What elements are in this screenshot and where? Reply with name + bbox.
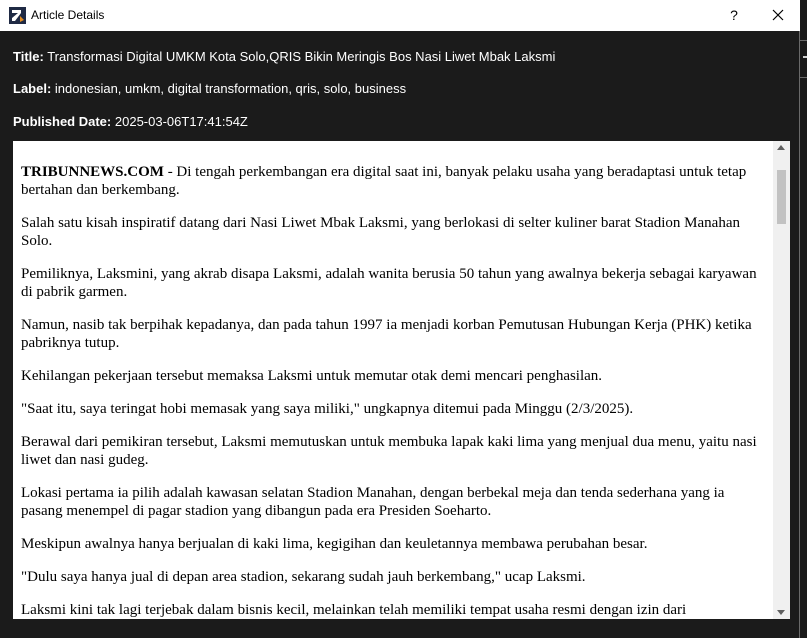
date-label: Published Date: bbox=[13, 114, 112, 129]
article-source: TRIBUNNEWS.COM bbox=[21, 164, 164, 180]
article-title-row bbox=[13, 49, 555, 64]
article-paragraph: "Dulu saya hanya jual di depan area stadion, sekarang sudah jauh berkembang," ucap Laksmi. bbox=[21, 569, 586, 585]
article-paragraph: "Saat itu, saya teringat hobi memasak yang saya miliki," ungkapnya ditemui pada Minggu (2/3/2025). bbox=[21, 401, 634, 417]
article-body bbox=[21, 163, 765, 619]
background-dash bbox=[803, 56, 807, 58]
article-paragraph: Lokasi pertama ia pilih adalah kawasan selatan Stadion Manahan, dengan berbekal meja dan tenda sederhana yang ia pasang menempel di pagar stadion yang dibangun pada era Presiden Soeharto. bbox=[21, 485, 725, 519]
published-date-row bbox=[13, 114, 248, 129]
article-paragraph: Laksmi kini tak lagi terjebak dalam bisnis kecil, melainkan telah memiliki tempat usaha resmi dengan izin dari bbox=[21, 602, 687, 618]
article-paragraph: Berawal dari pemikiran tersebut, Laksmi memutuskan untuk membuka lapak kaki lima yang menjual dua menu, yaitu nasi liwet dan nasi gudeg. bbox=[21, 434, 757, 468]
date-value: 2025-03-06T17:41:54Z bbox=[114, 114, 248, 129]
article-content-area[interactable] bbox=[13, 141, 790, 619]
article-paragraph: Namun, nasib tak berpihak kepadanya, dan pada tahun 1997 ia menjadi korban Pemutusan Hubungan Kerja (PHK) ketika pabriknya tutup. bbox=[21, 317, 752, 351]
close-icon bbox=[772, 9, 784, 21]
label-label: Label: bbox=[13, 81, 52, 96]
title-label: Title: bbox=[13, 49, 44, 64]
app-icon bbox=[9, 7, 26, 24]
title-value: Transformasi Digital UMKM Kota Solo,QRIS Bikin Meringis Bos Nasi Liwet Mbak Laksmi bbox=[47, 49, 556, 64]
article-paragraph: Kehilangan pekerjaan tersebut memaksa Laksmi untuk memutar otak demi mencari penghasilan. bbox=[21, 368, 603, 384]
vertical-scrollbar[interactable] bbox=[773, 141, 790, 619]
label-value: indonesian, umkm, digital transformation, qris, solo, business bbox=[54, 81, 407, 96]
background-window-edge bbox=[800, 40, 807, 78]
close-button[interactable] bbox=[756, 0, 800, 31]
article-label-row bbox=[13, 81, 406, 96]
article-paragraph: Pemiliknya, Laksmini, yang akrab disapa Laksmi, adalah wanita berusia 50 tahun yang awalnya bekerja sebagai karyawan di pabrik garmen. bbox=[21, 266, 757, 300]
scroll-up-arrow-icon[interactable] bbox=[777, 145, 785, 150]
window-title: Article Details bbox=[31, 8, 105, 22]
scrollbar-thumb[interactable] bbox=[777, 170, 786, 224]
title-bar[interactable] bbox=[0, 0, 800, 31]
article-lead-paragraph bbox=[21, 163, 765, 199]
article-paragraph: Meskipun awalnya hanya berjualan di kaki lima, kegigihan dan keuletannya membawa perubahan besar. bbox=[21, 536, 648, 552]
article-lead: - Di tengah perkembangan era digital saat ini, banyak pelaku usaha yang beradaptasi untuk tetap bertahan dan berkembang. bbox=[21, 164, 747, 198]
scroll-down-arrow-icon[interactable] bbox=[777, 610, 785, 615]
help-button[interactable]: ? bbox=[730, 7, 738, 23]
article-paragraph: Salah satu kisah inspiratif datang dari Nasi Liwet Mbak Laksmi, yang berlokasi di selter kuliner barat Stadion Manahan Solo. bbox=[21, 215, 740, 249]
